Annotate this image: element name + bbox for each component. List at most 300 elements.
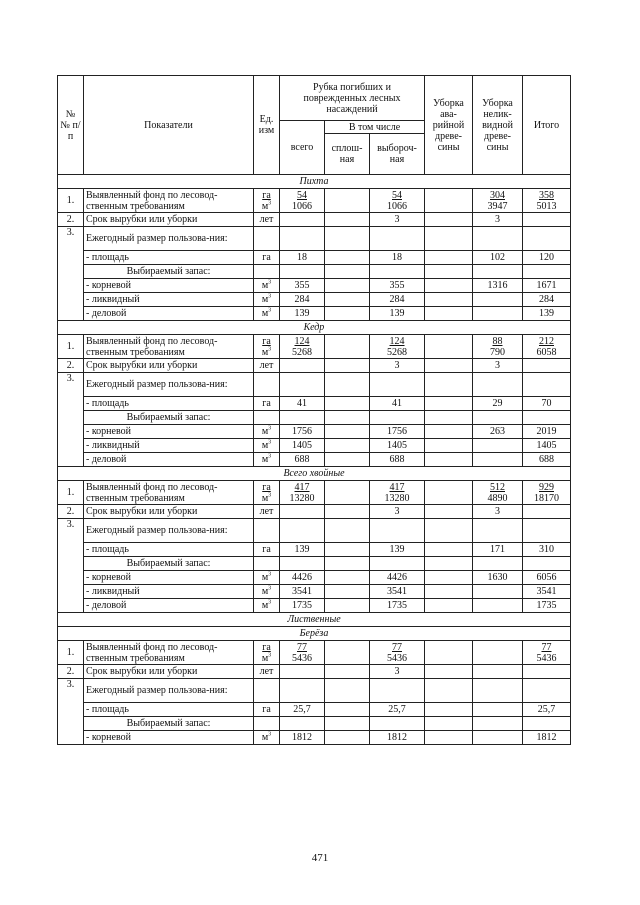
value-selective — [370, 189, 425, 213]
value-solid — [325, 359, 370, 373]
indicator-label: Срок вырубки или уборки — [84, 359, 254, 373]
header-indicators: Показатели — [84, 76, 254, 175]
unit-cell — [254, 519, 280, 543]
value-itogo — [523, 665, 571, 679]
value-illiquid-top: 88 — [492, 335, 503, 347]
value-illiquid-bottom: 4890 — [487, 492, 508, 504]
indicator-label: Ежегодный размер пользова-ния: — [84, 679, 254, 703]
indicator-label: Ежегодный размер пользова-ния: — [84, 227, 254, 251]
value-emergency — [425, 665, 473, 679]
table-body — [58, 175, 571, 745]
unit-cell: лет — [254, 359, 280, 373]
unit-cell — [254, 641, 280, 665]
indicator-label: Срок вырубки или уборки — [84, 665, 254, 679]
value-itogo-top: 929 — [539, 481, 554, 493]
value-total: 1405 — [280, 439, 325, 453]
unit-cell — [254, 481, 280, 505]
value-emergency — [425, 227, 473, 251]
value-illiquid: 29 — [473, 397, 523, 411]
value-illiquid — [473, 439, 523, 453]
value-itogo — [523, 679, 571, 703]
value-selective: 355 — [370, 279, 425, 293]
unit-cell — [254, 335, 280, 359]
value-total — [280, 227, 325, 251]
value-total: 1735 — [280, 599, 325, 613]
value-illiquid — [473, 679, 523, 703]
value-solid — [325, 251, 370, 265]
unit-cell: $м^3$ — [254, 425, 280, 439]
indicator-label: - корневой — [84, 279, 254, 293]
value-itogo: 3541 — [523, 585, 571, 599]
value-solid — [325, 543, 370, 557]
indicator-label: - корневой — [84, 731, 254, 745]
header-illiquid: Уборка нелик-видной древе-сины — [473, 76, 523, 175]
value-itogo: 284 — [523, 293, 571, 307]
value-selective: 4426 — [370, 571, 425, 585]
indicator-label: - площадь — [84, 703, 254, 717]
unit-cell: $м^3$ — [254, 731, 280, 745]
value-emergency — [425, 519, 473, 543]
value-selective — [370, 373, 425, 397]
value-selective-top: 77 — [392, 641, 402, 653]
value-itogo-bottom: 18170 — [534, 492, 559, 504]
row-number: 2. — [58, 359, 84, 373]
value-selective: 1756 — [370, 425, 425, 439]
section-title: Пихта — [58, 175, 571, 189]
value-selective: 18 — [370, 251, 425, 265]
value-illiquid: 171 — [473, 543, 523, 557]
value-illiquid — [473, 227, 523, 251]
value-emergency — [425, 731, 473, 745]
value-solid — [325, 703, 370, 717]
header-itogo: Итого — [523, 76, 571, 175]
row-number: 1. — [58, 189, 84, 213]
value-total-top: 54 — [297, 189, 307, 201]
value-selective — [370, 411, 425, 425]
value-total — [280, 411, 325, 425]
value-emergency — [425, 359, 473, 373]
value-emergency — [425, 717, 473, 731]
value-emergency — [425, 599, 473, 613]
unit-cell: $м^3$ — [254, 571, 280, 585]
value-illiquid — [473, 717, 523, 731]
value-total-top: 77 — [297, 641, 307, 653]
value-emergency — [425, 439, 473, 453]
value-selective: 25,7 — [370, 703, 425, 717]
value-emergency — [425, 335, 473, 359]
row-number: 2. — [58, 213, 84, 227]
value-solid — [325, 731, 370, 745]
indicator-label: - деловой — [84, 307, 254, 321]
value-illiquid — [473, 411, 523, 425]
value-emergency — [425, 293, 473, 307]
value-emergency — [425, 425, 473, 439]
section-title: Лиственные — [58, 613, 571, 627]
row-number: 3. — [58, 679, 84, 745]
value-illiquid — [473, 189, 523, 213]
indicator-label: - ликвидный — [84, 585, 254, 599]
indicator-label: - площадь — [84, 397, 254, 411]
value-illiquid: 3 — [473, 213, 523, 227]
value-illiquid: 263 — [473, 425, 523, 439]
header-emergency: Уборка ава-рийной древе-сины — [425, 76, 473, 175]
value-emergency — [425, 703, 473, 717]
value-selective: 688 — [370, 453, 425, 467]
row-number: 1. — [58, 335, 84, 359]
value-total: 25,7 — [280, 703, 325, 717]
value-itogo — [523, 505, 571, 519]
unit-cell — [254, 227, 280, 251]
indicator-label: - корневой — [84, 571, 254, 585]
value-illiquid-top: 304 — [490, 189, 505, 201]
value-emergency — [425, 543, 473, 557]
value-itogo: 1405 — [523, 439, 571, 453]
unit-cell: $м^3$ — [254, 599, 280, 613]
indicator-label: Выявленный фонд по лесовод-ственным требованиям — [84, 189, 254, 213]
value-solid — [325, 641, 370, 665]
unit-bottom: $м^3$ — [261, 346, 272, 358]
value-solid — [325, 425, 370, 439]
value-illiquid: 3 — [473, 359, 523, 373]
value-solid — [325, 279, 370, 293]
value-solid — [325, 411, 370, 425]
unit-cell: лет — [254, 213, 280, 227]
unit-cell: $м^3$ — [254, 293, 280, 307]
value-itogo: 688 — [523, 453, 571, 467]
indicator-label: - ликвидный — [84, 293, 254, 307]
value-solid — [325, 557, 370, 571]
value-illiquid — [473, 335, 523, 359]
header-num: № № п/п — [58, 76, 84, 175]
value-selective-top: 124 — [389, 335, 405, 347]
indicator-label: Выбираемый запас: — [84, 557, 254, 571]
unit-cell — [254, 265, 280, 279]
indicator-label: - площадь — [84, 251, 254, 265]
unit-cell: га — [254, 543, 280, 557]
section-title: Кедр — [58, 321, 571, 335]
value-selective-bottom: 13280 — [384, 492, 410, 504]
unit-bottom: $м^3$ — [261, 652, 272, 664]
value-solid — [325, 265, 370, 279]
value-emergency — [425, 265, 473, 279]
forest-data-table — [57, 75, 571, 745]
value-itogo — [523, 641, 571, 665]
value-itogo-bottom: 5436 — [536, 652, 557, 664]
unit-cell: лет — [254, 505, 280, 519]
value-total: 139 — [280, 543, 325, 557]
value-selective: 139 — [370, 307, 425, 321]
value-illiquid-top: 512 — [490, 481, 505, 493]
value-solid — [325, 439, 370, 453]
value-illiquid: 1630 — [473, 571, 523, 585]
header-total: всего — [280, 121, 325, 175]
unit-cell: га — [254, 251, 280, 265]
value-total-bottom: 5268 — [292, 346, 312, 358]
value-solid — [325, 335, 370, 359]
row-number: 2. — [58, 505, 84, 519]
value-itogo: 6056 — [523, 571, 571, 585]
value-solid — [325, 717, 370, 731]
value-solid — [325, 505, 370, 519]
value-illiquid — [473, 703, 523, 717]
value-total: 688 — [280, 453, 325, 467]
unit-cell: га — [254, 703, 280, 717]
value-total — [280, 505, 325, 519]
unit-cell: $м^3$ — [254, 585, 280, 599]
indicator-label: Выбираемый запас: — [84, 717, 254, 731]
value-selective — [370, 717, 425, 731]
value-emergency — [425, 641, 473, 665]
indicator-label: Выбираемый запас: — [84, 265, 254, 279]
indicator-label: Выявленный фонд по лесовод-ственным требованиям — [84, 481, 254, 505]
value-total — [280, 359, 325, 373]
value-selective: 3541 — [370, 585, 425, 599]
value-solid — [325, 227, 370, 251]
value-itogo-top: 212 — [539, 335, 554, 347]
unit-cell: $м^3$ — [254, 307, 280, 321]
unit-bottom: $м^3$ — [261, 492, 272, 504]
unit-top: га — [262, 335, 271, 347]
value-illiquid — [473, 557, 523, 571]
header-selective: выбороч-ная — [370, 134, 425, 175]
value-itogo-bottom: 6058 — [536, 346, 557, 358]
value-total — [280, 679, 325, 703]
value-itogo — [523, 411, 571, 425]
value-itogo: 139 — [523, 307, 571, 321]
value-emergency — [425, 279, 473, 293]
value-emergency — [425, 251, 473, 265]
value-itogo — [523, 373, 571, 397]
value-total — [280, 373, 325, 397]
value-total — [280, 213, 325, 227]
value-itogo — [523, 481, 571, 505]
value-illiquid: 102 — [473, 251, 523, 265]
value-selective-top: 417 — [389, 481, 405, 493]
unit-cell — [254, 373, 280, 397]
value-total: 284 — [280, 293, 325, 307]
value-selective: 3 — [370, 505, 425, 519]
value-total — [280, 557, 325, 571]
unit-cell — [254, 411, 280, 425]
value-itogo — [523, 359, 571, 373]
value-total: 139 — [280, 307, 325, 321]
unit-cell — [254, 557, 280, 571]
value-illiquid: 1316 — [473, 279, 523, 293]
value-itogo: 25,7 — [523, 703, 571, 717]
value-itogo — [523, 557, 571, 571]
indicator-label: - площадь — [84, 543, 254, 557]
value-solid — [325, 585, 370, 599]
value-emergency — [425, 397, 473, 411]
value-itogo: 1812 — [523, 731, 571, 745]
value-illiquid — [473, 641, 523, 665]
value-emergency — [425, 585, 473, 599]
value-solid — [325, 397, 370, 411]
unit-cell — [254, 679, 280, 703]
value-illiquid — [473, 585, 523, 599]
value-illiquid — [473, 453, 523, 467]
unit-cell: $м^3$ — [254, 279, 280, 293]
value-selective — [370, 227, 425, 251]
value-emergency — [425, 373, 473, 397]
unit-cell: $м^3$ — [254, 439, 280, 453]
value-total — [280, 519, 325, 543]
value-selective: 284 — [370, 293, 425, 307]
value-solid — [325, 213, 370, 227]
value-itogo — [523, 717, 571, 731]
value-itogo — [523, 213, 571, 227]
unit-top: га — [262, 189, 271, 201]
value-selective — [370, 641, 425, 665]
indicator-label: Срок вырубки или уборки — [84, 505, 254, 519]
value-solid — [325, 189, 370, 213]
value-illiquid — [473, 519, 523, 543]
value-emergency — [425, 213, 473, 227]
value-total — [280, 335, 325, 359]
indicator-label: Ежегодный размер пользова-ния: — [84, 519, 254, 543]
row-number: 1. — [58, 641, 84, 665]
value-itogo: 2019 — [523, 425, 571, 439]
unit-top: га — [262, 481, 271, 493]
indicator-label: Выбираемый запас: — [84, 411, 254, 425]
value-itogo-top: 358 — [539, 189, 554, 201]
value-itogo: 1735 — [523, 599, 571, 613]
value-illiquid-bottom: 3947 — [487, 200, 508, 212]
value-illiquid — [473, 307, 523, 321]
value-selective — [370, 557, 425, 571]
value-selective: 41 — [370, 397, 425, 411]
indicator-label: - ликвидный — [84, 439, 254, 453]
row-number: 3. — [58, 227, 84, 321]
value-solid — [325, 453, 370, 467]
value-illiquid — [473, 731, 523, 745]
value-emergency — [425, 505, 473, 519]
value-selective: 1405 — [370, 439, 425, 453]
row-number: 1. — [58, 481, 84, 505]
value-itogo — [523, 265, 571, 279]
value-selective: 3 — [370, 665, 425, 679]
value-solid — [325, 665, 370, 679]
value-total: 355 — [280, 279, 325, 293]
header-unit: Ед. изм — [254, 76, 280, 175]
value-total — [280, 665, 325, 679]
value-total: 41 — [280, 397, 325, 411]
value-total: 1812 — [280, 731, 325, 745]
value-illiquid — [473, 265, 523, 279]
value-illiquid — [473, 373, 523, 397]
value-itogo — [523, 189, 571, 213]
value-total-top: 417 — [294, 481, 310, 493]
value-selective — [370, 519, 425, 543]
indicator-label: Выявленный фонд по лесовод-ственным требованиям — [84, 641, 254, 665]
value-solid — [325, 679, 370, 703]
value-emergency — [425, 453, 473, 467]
value-total-bottom: 13280 — [289, 492, 315, 504]
value-total-bottom: 1066 — [292, 200, 312, 212]
value-selective: 1812 — [370, 731, 425, 745]
value-itogo-bottom: 5013 — [536, 200, 557, 212]
unit-cell — [254, 189, 280, 213]
section-title: Всего хвойные — [58, 467, 571, 481]
indicator-label: - деловой — [84, 599, 254, 613]
value-total: 1756 — [280, 425, 325, 439]
value-total — [280, 189, 325, 213]
value-solid — [325, 481, 370, 505]
value-emergency — [425, 189, 473, 213]
header-felling: Рубка погибших и поврежденных лесных насаждений — [280, 76, 425, 121]
value-itogo: 120 — [523, 251, 571, 265]
unit-bottom: $м^3$ — [261, 200, 272, 212]
value-itogo-top: 77 — [541, 641, 552, 653]
value-selective-bottom: 1066 — [387, 200, 407, 212]
value-selective — [370, 481, 425, 505]
page-number: 471 — [311, 852, 329, 864]
value-selective: 139 — [370, 543, 425, 557]
value-itogo — [523, 335, 571, 359]
indicator-label: Ежегодный размер пользова-ния: — [84, 373, 254, 397]
value-itogo — [523, 227, 571, 251]
unit-cell — [254, 717, 280, 731]
value-total: 3541 — [280, 585, 325, 599]
value-selective — [370, 679, 425, 703]
indicator-label: Срок вырубки или уборки — [84, 213, 254, 227]
value-selective-bottom: 5268 — [387, 346, 407, 358]
value-itogo: 1671 — [523, 279, 571, 293]
value-total-bottom: 5436 — [292, 652, 312, 664]
value-total — [280, 481, 325, 505]
value-selective-bottom: 5436 — [387, 652, 407, 664]
unit-cell: лет — [254, 665, 280, 679]
value-total — [280, 717, 325, 731]
value-illiquid — [473, 599, 523, 613]
value-emergency — [425, 481, 473, 505]
value-solid — [325, 599, 370, 613]
row-number: 3. — [58, 373, 84, 467]
value-illiquid: 3 — [473, 505, 523, 519]
indicator-label: - корневой — [84, 425, 254, 439]
unit-cell: $м^3$ — [254, 453, 280, 467]
row-number: 2. — [58, 665, 84, 679]
header-solid: сплош-ная — [325, 134, 370, 175]
value-emergency — [425, 307, 473, 321]
value-emergency — [425, 679, 473, 703]
value-solid — [325, 571, 370, 585]
row-number: 3. — [58, 519, 84, 613]
indicator-label: Выявленный фонд по лесовод-ственным требованиям — [84, 335, 254, 359]
section-title: Берёза — [58, 627, 571, 641]
value-itogo: 310 — [523, 543, 571, 557]
value-solid — [325, 519, 370, 543]
value-emergency — [425, 411, 473, 425]
value-total-top: 124 — [294, 335, 310, 347]
value-illiquid — [473, 665, 523, 679]
value-illiquid — [473, 481, 523, 505]
value-total: 18 — [280, 251, 325, 265]
value-total — [280, 641, 325, 665]
value-emergency — [425, 557, 473, 571]
value-selective: 1735 — [370, 599, 425, 613]
header-including: В том числе — [325, 121, 425, 134]
value-selective: 3 — [370, 213, 425, 227]
value-selective: 3 — [370, 359, 425, 373]
value-solid — [325, 373, 370, 397]
value-illiquid-bottom: 790 — [490, 346, 505, 358]
value-emergency — [425, 571, 473, 585]
unit-cell: га — [254, 397, 280, 411]
value-solid — [325, 307, 370, 321]
value-total: 4426 — [280, 571, 325, 585]
value-selective — [370, 335, 425, 359]
